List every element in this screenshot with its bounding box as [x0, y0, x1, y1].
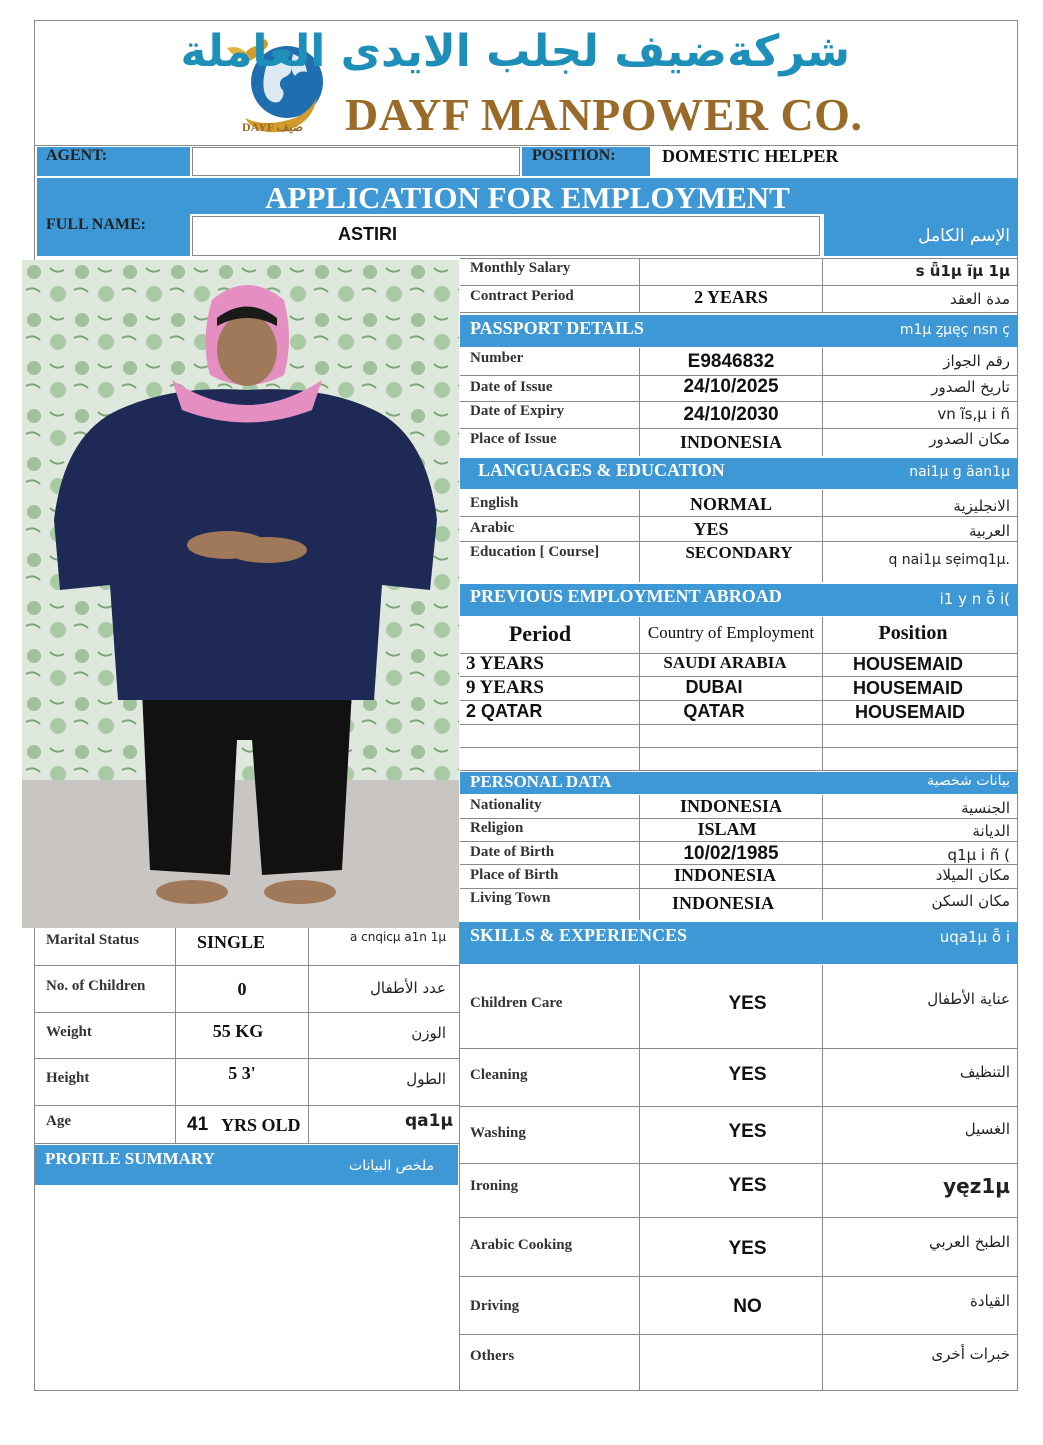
skill-row-label: Driving: [470, 1298, 520, 1314]
passport-number-label: Number: [470, 350, 524, 366]
employment-row-2-country: DUBAI: [685, 677, 743, 697]
skill-row-label: Ironing: [470, 1178, 519, 1194]
full-name-label: FULL NAME:: [46, 216, 146, 233]
position-label: POSITION:: [532, 147, 616, 164]
skills-title-ar: uqa1µ ȭ i: [939, 928, 1010, 946]
contract-period-label: Contract Period: [470, 288, 574, 304]
languages-title: LANGUAGES & EDUCATION: [478, 460, 725, 480]
children-value: 0: [237, 979, 247, 999]
date-of-expiry-label-ar: vn ĩs,µ i ñ: [937, 405, 1010, 423]
skill-row-label-ar: خبرات أخرى: [931, 1345, 1010, 1363]
languages-title-ar: nai1µ g äan1µ: [909, 464, 1010, 480]
education-value: SECONDARY: [685, 543, 793, 562]
age-value-unit: YRS OLD: [221, 1115, 301, 1135]
arabic-value: YES: [693, 519, 729, 539]
weight-value: 55 KG: [212, 1021, 264, 1041]
age-label-ar: qa1µ: [405, 1111, 453, 1131]
monthly-salary-label-ar: s ǖ1µ ĩµ 1µ: [915, 262, 1010, 280]
agent-field[interactable]: [192, 147, 520, 176]
agent-label: AGENT:: [46, 147, 108, 164]
applicant-photo-image: [22, 260, 459, 928]
profile-summary-title: PROFILE SUMMARY: [45, 1149, 215, 1168]
nationality-label: Nationality: [470, 797, 542, 813]
skill-row-label-ar: عناية الأطفال: [927, 990, 1010, 1008]
passport-number-value: E9846832: [687, 351, 775, 372]
full-name-value: ASTIRI: [338, 224, 398, 244]
religion-value: ISLAM: [697, 819, 757, 839]
age-label: Age: [46, 1113, 71, 1129]
height-label-ar: الطول: [406, 1070, 446, 1088]
skill-row-label: Children Care: [470, 995, 563, 1011]
height-value: 5 3': [228, 1063, 256, 1083]
religion-label: Religion: [470, 820, 524, 836]
skill-row-value: YES: [728, 1175, 767, 1196]
date-of-issue-label-ar: تاريخ الصدور: [931, 378, 1010, 396]
period-header: Period: [508, 621, 572, 646]
date-of-issue-label: Date of Issue: [470, 379, 553, 395]
form-title: APPLICATION FOR EMPLOYMENT: [265, 180, 790, 215]
english-value: NORMAL: [690, 494, 772, 514]
skill-row-label: Cleaning: [470, 1067, 528, 1083]
monthly-salary-label: Monthly Salary: [470, 260, 571, 276]
date-of-expiry-value: 24/10/2030: [683, 404, 779, 425]
skill-row-label: Washing: [470, 1125, 526, 1141]
skill-row-label-ar: yęz1µ: [943, 1174, 1010, 1198]
place-of-birth-value: INDONESIA: [673, 865, 777, 885]
children-label-ar: عدد الأطفال: [370, 979, 446, 997]
marital-status-value: SINGLE: [196, 932, 266, 952]
passport-title: PASSPORT DETAILS: [470, 318, 644, 338]
employment-row-3-period: 2 QATAR: [466, 701, 543, 721]
full-name-label-ar: الإسم الكامل: [918, 226, 1010, 246]
marital-status-label: Marital Status: [46, 932, 139, 948]
employment-row-3-country: QATAR: [683, 701, 745, 721]
nationality-value: INDONESIA: [679, 796, 783, 816]
skill-row-label: Others: [470, 1348, 515, 1364]
arabic-label-ar: العربية: [969, 522, 1010, 540]
skill-row-value: YES: [728, 1064, 767, 1085]
living-town-label-ar: مكان السكن: [931, 892, 1010, 910]
date-of-birth-value: 10/02/1985: [683, 843, 779, 864]
religion-label-ar: الديانة: [972, 822, 1010, 840]
divider: [34, 145, 1018, 146]
place-of-birth-label-ar: مكان الميلاد: [935, 866, 1010, 884]
living-town-value: INDONESIA: [671, 893, 775, 913]
skills-title: SKILLS & EXPERIENCES: [470, 925, 688, 945]
skill-row-label-ar: التنظيف: [959, 1063, 1010, 1081]
weight-label: Weight: [46, 1024, 92, 1040]
date-of-birth-label-ar: ) q1µ i ñ: [947, 846, 1010, 864]
passport-title-ar: m1µ ȥµęç nsn ç: [899, 322, 1010, 338]
place-of-issue-value: INDONESIA: [679, 432, 783, 452]
education-label-ar: .q nai1µ sẹimq1µ: [888, 552, 1010, 568]
skill-row-value: NO: [733, 1296, 762, 1317]
living-town-label: Living Town: [470, 890, 551, 906]
previous-employment-title: PREVIOUS EMPLOYMENT ABROAD: [470, 586, 782, 606]
skill-row-value: YES: [728, 1121, 767, 1142]
profile-summary-title-ar: ملخص البيانات: [349, 1158, 434, 1174]
arabic-label: Arabic: [470, 520, 515, 536]
nationality-label-ar: الجنسية: [961, 799, 1010, 817]
personal-data-title-ar: بيانات شخصية: [927, 773, 1010, 789]
place-of-issue-label-ar: مكان الصدور: [929, 430, 1010, 448]
employment-row-1-period: 3 YEARS: [466, 653, 544, 674]
country-header: Country of Employment: [647, 623, 815, 642]
skill-row-value: YES: [728, 1238, 767, 1259]
employment-row-2-position: HOUSEMAID: [852, 678, 963, 698]
marital-status-label-ar: a cnqicµ a1n 1µ: [349, 930, 446, 944]
contract-period-label-ar: مدة العقد: [950, 290, 1010, 308]
place-of-issue-label: Place of Issue: [470, 431, 557, 447]
personal-data-title: PERSONAL DATA: [470, 772, 612, 791]
logo-caption: DAYF ضيف: [242, 120, 304, 134]
skill-row-label-ar: الطبخ العربي: [929, 1233, 1010, 1251]
date-of-birth-label: Date of Birth: [470, 844, 555, 860]
contract-period-value: 2 YEARS: [694, 287, 768, 307]
employment-row-1-country: SAUDI ARABIA: [663, 653, 787, 672]
company-name-arabic: شركةضيف لجلب الايدى العاملة: [180, 26, 850, 77]
skill-row-label-ar: القيادة: [970, 1292, 1010, 1310]
skill-row-value: YES: [728, 993, 767, 1014]
employment-row-3-position: HOUSEMAID: [854, 702, 965, 722]
position-header: Position: [878, 622, 948, 644]
date-of-expiry-label: Date of Expiry: [470, 403, 565, 419]
weight-label-ar: الوزن: [411, 1024, 446, 1042]
education-label: Education [ Course]: [470, 544, 600, 560]
previous-employment-title-ar: )i1 y n ȭ i: [939, 590, 1010, 608]
applicant-photo: [22, 260, 459, 928]
passport-number-label-ar: رقم الجواز: [943, 352, 1010, 370]
employment-row-1-position: HOUSEMAID: [852, 654, 963, 674]
full-name-field: [192, 216, 820, 256]
english-label: English: [470, 495, 519, 511]
company-name-english: DAYF MANPOWER CO.: [345, 89, 863, 140]
position-value: DOMESTIC HELPER: [662, 146, 839, 166]
skill-row-label: Arabic Cooking: [470, 1237, 573, 1253]
height-label: Height: [46, 1070, 90, 1086]
english-label-ar: الانجليزية: [953, 497, 1010, 515]
employment-row-2-period: 9 YEARS: [466, 677, 544, 698]
date-of-issue-value: 24/10/2025: [683, 376, 779, 397]
age-value-number: 41: [187, 1114, 209, 1135]
place-of-birth-label: Place of Birth: [470, 867, 559, 883]
skill-row-label-ar: الغسيل: [964, 1120, 1010, 1138]
children-label: No. of Children: [46, 978, 146, 994]
